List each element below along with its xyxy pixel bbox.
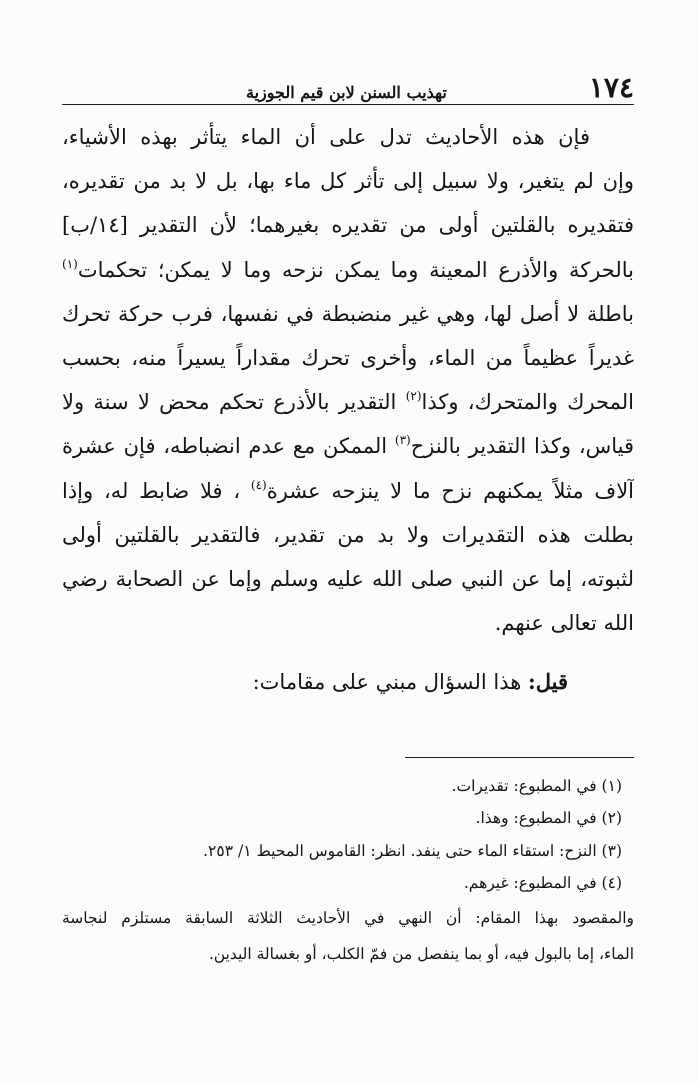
page-number: ١٧٤ bbox=[588, 71, 634, 104]
text-segment: بالحركة والأذرع المعينة وما يمكن نزحه وما لا يمكن؛ تحكمات bbox=[77, 257, 634, 282]
footnote-3: (٣) النزح: استقاء الماء حتى ينفد. انظر: القاموس المحيط ١/ ٢٥٣. bbox=[203, 841, 622, 860]
text-line bbox=[62, 253, 634, 297]
qil-lead-word: قيل: bbox=[527, 669, 568, 695]
text-segment: ، فلا ضابط له، وإذا bbox=[62, 478, 251, 503]
footnote-marker: (٤) bbox=[250, 477, 267, 492]
text-line bbox=[62, 385, 634, 429]
footnote-1: (١) في المطبوع: تقديرات. bbox=[451, 777, 622, 795]
text-segment: قياس، وكذا التقدير بالنزح bbox=[410, 434, 634, 459]
footnote-separator bbox=[405, 757, 634, 758]
qil-line bbox=[62, 664, 634, 716]
text-line: الله تعالى عنهم. bbox=[494, 611, 634, 636]
text-segment: الممكن مع عدم انضباطه، فإن عشرة bbox=[62, 434, 395, 459]
text-line: بطلت هذه التقديرات ولا بد من تقدير، فالتقدير بالقلتين أولى bbox=[62, 522, 634, 547]
page-header bbox=[62, 66, 634, 102]
header-rule bbox=[62, 104, 634, 105]
text-line: لثبوته، إما عن النبي صلى الله عليه وسلم وإما عن الصحابة رضي bbox=[62, 566, 634, 591]
text-line: فإن هذه الأحاديث تدل على أن الماء يتأثر بهذه الأشياء، bbox=[62, 125, 590, 149]
text-segment: آلاف مثلاً يمكنهم نزح ما لا ينزحه عشرة bbox=[266, 478, 634, 503]
editor-note-line: والمقصود بهذا المقام: أن النهي في الأحاديث الثلاثة السابقة مستلزم لنجاسة bbox=[62, 908, 634, 927]
text-line: فتقديره بالقلتين أولى من تقديره بغيرهما؛ لأن التقدير [١٤/ب] bbox=[62, 213, 634, 238]
text-segment: التقدير بالأذرع تحكم محض لا سنة ولا bbox=[62, 390, 406, 415]
text-line: باطلة لا أصل لها، وهي غير منضبطة في نفسها، فرب حركة تحرك bbox=[62, 301, 634, 326]
editor-note-line: الماء، إما بالبول فيه، أو بما ينفصل من فمّ الكلب، أو بغسالة اليدين. bbox=[208, 944, 634, 963]
footnote-2: (٢) في المطبوع: وهذا. bbox=[475, 809, 622, 828]
text-line bbox=[62, 429, 634, 473]
footnote-marker: (٢) bbox=[405, 389, 422, 404]
footnote-marker: (١) bbox=[62, 256, 78, 271]
text-line: وإن لم يتغير، ولا سبيل إلى تأثر كل ماء بها، بل لا بد من تقديره، bbox=[62, 169, 634, 194]
text-line: غديراً عظيماً من الماء، وأخرى تحرك مقداراً يسيراً منه، بحسب bbox=[62, 345, 634, 370]
main-text bbox=[62, 120, 634, 716]
running-title: تهذيب السنن لابن قيم الجوزية bbox=[246, 83, 447, 102]
footnote-4: (٤) في المطبوع: غيرهم. bbox=[463, 874, 622, 893]
text-segment: المحرك والمتحرك، وكذا bbox=[421, 390, 634, 415]
footnotes bbox=[62, 770, 634, 972]
text-line bbox=[62, 474, 634, 518]
text-segment: هذا السؤال مبني على مقامات: bbox=[252, 670, 528, 695]
footnote-marker: (٣) bbox=[394, 433, 411, 448]
